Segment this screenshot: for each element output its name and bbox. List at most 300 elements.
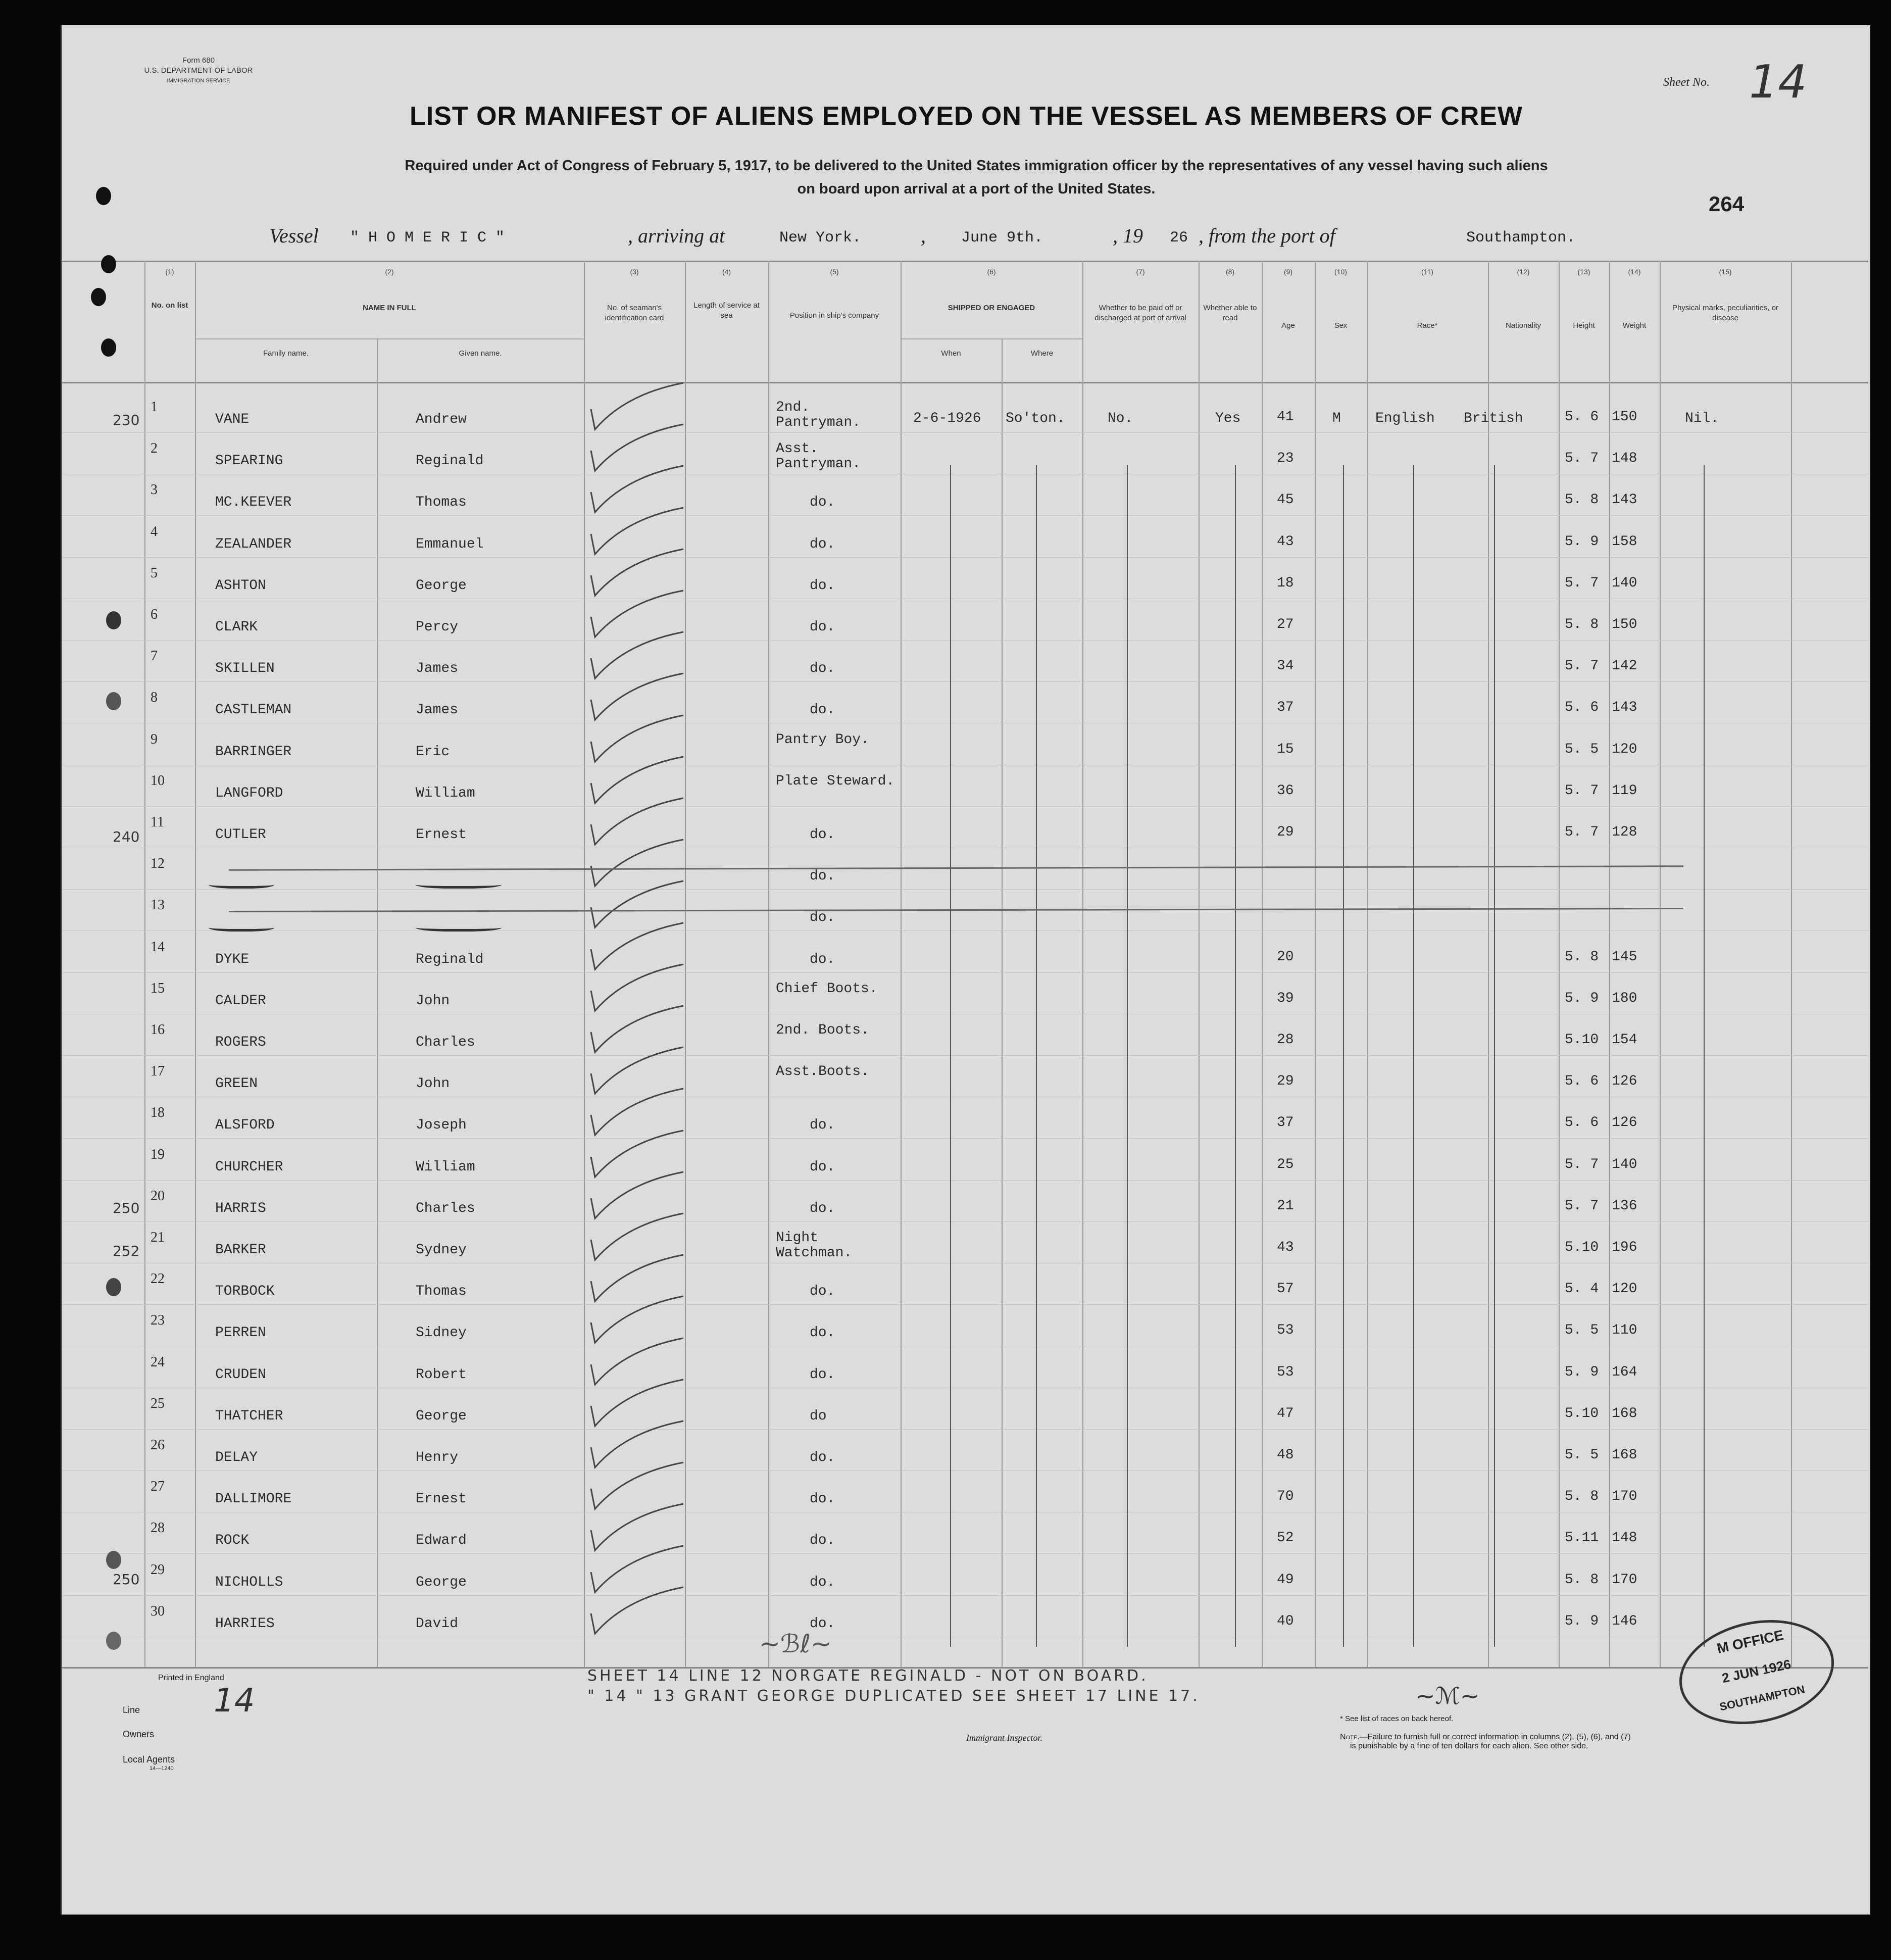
height: 5. 8 (1565, 492, 1599, 508)
col-header-length: Length of service at sea (693, 301, 760, 320)
ditto-line-paid (1127, 465, 1128, 1647)
from-label: , from the port of (1199, 224, 1335, 247)
position: Chief Boots. (776, 981, 878, 997)
col-num-4: (4) (722, 268, 731, 276)
strike-row-13 (229, 908, 1683, 912)
arrival-port: New York. (779, 229, 862, 247)
given-name: Robert (416, 1367, 467, 1383)
age: 34 (1277, 658, 1294, 674)
row-number: 15 (151, 981, 165, 996)
row-number: 5 (151, 565, 158, 581)
row-rule (62, 1553, 1868, 1554)
age: 52 (1277, 1530, 1294, 1546)
row-rule (62, 972, 1868, 973)
given-name: Henry (416, 1450, 459, 1465)
given-name: George (416, 1575, 467, 1590)
ditto-line-race (1413, 465, 1414, 1647)
ditto-line-physical (1704, 465, 1705, 1647)
age: 45 (1277, 492, 1294, 508)
height: 5. 7 (1565, 575, 1599, 591)
stamp-date: 2 JUN 1926 (1720, 1656, 1793, 1686)
row1-where: So'ton. (1006, 411, 1065, 426)
row-rule (62, 640, 1868, 641)
col-header-shipped: SHIPPED OR ENGAGED (948, 304, 1035, 312)
row-number: 19 (151, 1147, 165, 1162)
height: 5.10 (1565, 1240, 1599, 1255)
vessel-label: Vessel (269, 224, 319, 247)
family-name: VANE (215, 412, 250, 427)
weight: 128 (1612, 824, 1637, 840)
age: 29 (1277, 1073, 1294, 1089)
line-label: Line (123, 1705, 140, 1715)
height: 5. 8 (1565, 949, 1599, 965)
col-num-13: (13) (1577, 268, 1590, 276)
age: 29 (1277, 824, 1294, 840)
given-name: William (416, 1159, 475, 1175)
row1-able-read: Yes (1215, 411, 1241, 426)
col-num-12: (12) (1517, 268, 1530, 276)
height: 5. 6 (1565, 409, 1599, 425)
service-name: IMMIGRATION SERVICE (167, 78, 230, 84)
col-header-given: Given name. (459, 349, 502, 358)
weight: 148 (1612, 1530, 1637, 1546)
given-name: David (416, 1616, 459, 1632)
given-name: Ernest (416, 1491, 467, 1507)
strike-row-12 (229, 865, 1683, 871)
family-name: BARRINGER (215, 744, 292, 760)
given-name: Thomas (416, 495, 467, 510)
col-header-idcard: No. of seaman's identification card (605, 304, 664, 322)
correction-note-1: SHEET 14 LINE 12 NORGATE REGINALD - NOT ON BOARD. (587, 1667, 1149, 1685)
given-name: Reginald (416, 453, 484, 469)
arriving-label: , arriving at (628, 224, 725, 247)
family-name: ALSFORD (215, 1117, 275, 1133)
position: Asst. Pantryman. (776, 441, 861, 472)
col-header-paid: Whether to be paid off or discharged at port of arrival (1094, 304, 1186, 322)
races-note: * See list of races on back hereof. (1340, 1714, 1454, 1723)
family-name: TORBOCK (215, 1284, 275, 1299)
weight: 136 (1612, 1198, 1637, 1214)
position: do. (810, 1367, 835, 1383)
row-number: 25 (151, 1396, 165, 1411)
height: 5. 9 (1565, 991, 1599, 1006)
family-name: DELAY (215, 1450, 258, 1465)
given-name: John (416, 993, 450, 1009)
row-number: 24 (151, 1354, 165, 1370)
height: 5. 7 (1565, 824, 1599, 840)
row-number: 10 (151, 773, 165, 789)
height: 5. 7 (1565, 1157, 1599, 1172)
punch-hole (106, 611, 121, 629)
given-name: James (416, 661, 459, 676)
height: 5. 5 (1565, 1322, 1599, 1338)
col-num-10: (10) (1334, 268, 1347, 276)
family-name: ROGERS (215, 1035, 266, 1050)
row-number: 8 (151, 690, 158, 705)
position: 2nd. Boots. (776, 1022, 869, 1038)
position: do. (810, 1533, 835, 1548)
age: 40 (1277, 1613, 1294, 1629)
year-prefix: , 19 (1113, 224, 1143, 247)
ditto-line-nationality (1494, 465, 1495, 1647)
weight: 150 (1612, 617, 1637, 632)
weight: 126 (1612, 1073, 1637, 1089)
manifest-sheet: Form 680 U.S. DEPARTMENT OF LABOR IMMIGRATION SERVICE Sheet No. 14 LIST OR MANIFEST OF ALIENS EMPLOYED ON THE VESSEL AS MEMBERS OF CREW Required under Act of Congress of February 5, 1917, to be delivered to the United States immigration officer by the representatives of any vessel having such aliens on board upon arrival at a port of the United States. 264 Vessel " H O M E R I C " , arriving at New York. , June 9th. , 19 26 , from the port of Southampton. (1) (2) (3) (4) (5) (6) (7) (8) (9) (10) (11) (12) (13) (14) (15) No. on list NAME IN FULL Family name. Given name. No. of seaman's identification card Length of service at sea Position in ship's company SHIPPED OR ENGAGED When Where Whether to be paid off or discharged at port of arrival Whether able to read Age Sex Race* Nationality Height Weight Physical marks, peculiarities, or disease 2-6-1926 So'ton. No. Yes M English British Nil. 230 240 250 252 250 1 VANE Andrew 2nd. Pantryman. 41 5. 6 150 2 SPEARING Reginald Asst. Pantryman. 23 5. 7 148 3 MC.KEEVER Thomas do. 45 5. 8 143 4 ZEALANDER Emmanuel do. 43 5. 9 158 5 ASHTON George do. 18 5. 7 140 6 CLARK Percy do. 27 5. 8 150 7 SKILLEN James do. 34 5. 7 142 8 CASTLEMAN James do. 37 5. 6 143 9 BARRINGER Eric Pantry Boy. 15 5. 5 120 10 LANGFORD William Plate Steward. 36 5. 7 119 11 CUTLER Ernest do. 29 5. 7 128 12 do. 13 do. 14 DYKE Reginald do. 20 5. 8 145 15 CALDER John Chief Boots. 39 5. 9 180 16 ROGERS Charles 2nd. Boots. 28 5.10 154 17 GREEN John Asst.Boots. 29 5. 6 126 18 ALSFORD Joseph do. 37 5. 6 126 19 CHURCHER William do. 25 5. 7 140 20 HARRIS Charles do. 21 5. 7 136 21 BARKER Sydney Night Watchman. 43 5.10 196 22 TORBOCK Thomas do. 57 5. 4 120 23 PERREN Sidney do. 53 5. 5 110 24 CRUDEN Robert do. 53 5. 9 164 25 THATCHER George do 47 5.10 168 26 DELAY Henry do. 48 5. 5 168 27 DALLIMORE Ernest do. 70 5. 8 170 28 ROCK Edward do. 52 5.11 148 29 NICHOLLS George do. 49 5. 8 170 30 HARRIES David do. 40 5. 9 146 Printed in England Line 14 Owners Local Agents 14—1240 SHEET 14 LINE 12 NORGATE REGINALD - NOT ON BOARD. " 14 " 13 GRANT GEORGE DUPLICATED SEE SHEET 17 LINE 17. ~ℳ~ ~ℬℓ~ Immigrant Inspector. * See list of races on back hereof. Note.—Failure to furnish full or correct information in columns (2), (5), (6), and (7) is punishable by a fine of ten dollars for each alien. See other side. M OFFICE 2 JUN 1926 SOUTHAMPTON (61, 25, 1870, 1915)
weight: 119 (1612, 783, 1637, 799)
given-name: Charles (416, 1035, 475, 1050)
col-header-no: No. on list (151, 301, 188, 310)
penalty-line-2: is punishable by a fine of ten dollars for each alien. See other side. (1350, 1742, 1588, 1750)
col-header-weight: Weight (1622, 321, 1647, 330)
height: 5. 7 (1565, 658, 1599, 674)
family-name: CLARK (215, 619, 258, 635)
col-num-6: (6) (987, 268, 996, 276)
row-rule (62, 1221, 1868, 1222)
row-number: 2 (151, 440, 158, 456)
col-num-9: (9) (1283, 268, 1293, 276)
weight: 196 (1612, 1240, 1637, 1255)
row-number: 17 (151, 1063, 165, 1079)
weight: 180 (1612, 991, 1637, 1006)
age: 39 (1277, 991, 1294, 1006)
age: 27 (1277, 617, 1294, 632)
weight: 143 (1612, 492, 1637, 508)
row-number: 13 (151, 897, 165, 913)
weight: 148 (1612, 451, 1637, 466)
height: 5. 7 (1565, 1198, 1599, 1214)
weight: 110 (1612, 1322, 1637, 1338)
family-name: ROCK (215, 1533, 250, 1548)
weight: 126 (1612, 1115, 1637, 1131)
department-name: U.S. DEPARTMENT OF LABOR (144, 66, 253, 75)
col-num-14: (14) (1628, 268, 1641, 276)
row-number: 14 (151, 939, 165, 955)
office-stamp (1670, 1606, 1844, 1738)
col-header-position: Position in ship's company (789, 311, 879, 320)
weight: 145 (1612, 949, 1637, 965)
given-name: Sydney (416, 1242, 467, 1258)
height: 5. 7 (1565, 451, 1599, 466)
given-name: Thomas (416, 1284, 467, 1299)
row1-race: English (1375, 411, 1435, 426)
given-name: Joseph (416, 1117, 467, 1133)
age: 70 (1277, 1489, 1294, 1504)
margin-mark-252: 252 (113, 1243, 140, 1259)
age: 41 (1277, 409, 1294, 425)
age: 37 (1277, 1115, 1294, 1131)
ditto-line-sex (1343, 465, 1344, 1647)
row-number: 28 (151, 1520, 165, 1536)
margin-mark-250: 250 (113, 1200, 140, 1216)
row-rule (62, 1595, 1868, 1596)
height: 5. 8 (1565, 617, 1599, 632)
row-number: 12 (151, 856, 165, 871)
family-name: CHURCHER (215, 1159, 283, 1175)
position: do. (810, 702, 835, 718)
page-title: LIST OR MANIFEST OF ALIENS EMPLOYED ON THE VESSEL AS MEMBERS OF CREW (410, 102, 1523, 131)
row-number: 6 (151, 607, 158, 622)
family-name: CASTLEMAN (215, 702, 292, 718)
family-name: DALLIMORE (215, 1491, 292, 1507)
position: do. (810, 1575, 835, 1590)
height: 5. 5 (1565, 1447, 1599, 1463)
given-name: George (416, 578, 467, 594)
col-header-when: When (941, 349, 961, 358)
row-number: 22 (151, 1271, 165, 1287)
penalty-note (1340, 1733, 1795, 1751)
age: 18 (1277, 575, 1294, 591)
family-name: BARKER (215, 1242, 266, 1258)
printed-in: Printed in England (158, 1674, 224, 1682)
position: do. (810, 952, 835, 967)
row1-sex: M (1332, 411, 1341, 426)
row-number: 30 (151, 1603, 165, 1619)
family-name: LANGFORD (215, 786, 283, 801)
col-num-3: (3) (630, 268, 639, 276)
year-suffix: 26 (1170, 229, 1188, 247)
subtitle-line2: on board upon arrival at a port of the United States. (797, 181, 1156, 197)
vessel-name: " H O M E R I C " (350, 229, 505, 247)
check-stroke (591, 1587, 683, 1634)
position: Pantry Boy. (776, 732, 869, 748)
row-rule (62, 432, 1868, 433)
col-header-sex: Sex (1334, 321, 1348, 330)
scribble-family-12 (209, 879, 274, 889)
age: 28 (1277, 1032, 1294, 1048)
age: 20 (1277, 949, 1294, 965)
weight: 140 (1612, 575, 1637, 591)
family-name: THATCHER (215, 1408, 283, 1424)
weight: 154 (1612, 1032, 1637, 1048)
row-number: 18 (151, 1105, 165, 1120)
col-header-family: Family name. (263, 349, 309, 358)
col-num-8: (8) (1225, 268, 1235, 276)
height: 5. 6 (1565, 1115, 1599, 1131)
position: Plate Steward. (776, 773, 895, 789)
stamp-bottom-text: SOUTHAMPTON (1718, 1683, 1806, 1713)
punch-hole (96, 187, 111, 205)
form-header (133, 56, 264, 86)
family-name: SPEARING (215, 453, 283, 469)
position: do. (810, 578, 835, 594)
weight: 168 (1612, 1406, 1637, 1422)
punch-hole (106, 1278, 121, 1296)
row-number: 20 (151, 1188, 165, 1204)
penalty-line-1: —Failure to furnish full or correct information in columns (2), (5), (6), and (7) (1359, 1733, 1631, 1741)
height: 5. 9 (1565, 1613, 1599, 1629)
position: 2nd. Pantryman. (776, 400, 861, 430)
row1-paid-off: No. (1108, 411, 1133, 426)
row-rule (62, 1304, 1868, 1305)
weight: 168 (1612, 1447, 1637, 1463)
height: 5. 6 (1565, 700, 1599, 715)
stamp-top-text: M OFFICE (1715, 1627, 1785, 1656)
check-mark-icon (585, 1583, 686, 1639)
height: 5.10 (1565, 1032, 1599, 1048)
height: 5. 9 (1565, 534, 1599, 550)
position: do. (810, 1450, 835, 1465)
height: 5. 6 (1565, 1073, 1599, 1089)
family-name: HARRIS (215, 1201, 266, 1216)
weight: 158 (1612, 534, 1637, 550)
col-header-nationality: Nationality (1505, 321, 1541, 330)
sheet-label: Sheet No. (1663, 76, 1710, 89)
row-number: 26 (151, 1437, 165, 1453)
position: Night Watchman. (776, 1230, 853, 1261)
col-num-1: (1) (165, 268, 174, 276)
position: do. (810, 1117, 835, 1133)
position: do. (810, 1616, 835, 1632)
height: 5.10 (1565, 1406, 1599, 1422)
scribble-given-13 (416, 922, 502, 932)
given-name: William (416, 786, 475, 801)
age: 49 (1277, 1572, 1294, 1588)
age: 47 (1277, 1406, 1294, 1422)
row-number: 4 (151, 524, 158, 540)
col-num-15: (15) (1719, 268, 1732, 276)
weight: 120 (1612, 1281, 1637, 1297)
given-name: Sidney (416, 1325, 467, 1341)
row-number: 27 (151, 1479, 165, 1494)
row-rule (62, 1429, 1868, 1430)
family-name: CALDER (215, 993, 266, 1009)
sheet-number: 14 (1749, 56, 1807, 109)
height: 5. 8 (1565, 1572, 1599, 1588)
position: do. (810, 1491, 835, 1507)
position: Asst.Boots. (776, 1064, 869, 1080)
family-name: ZEALANDER (215, 536, 292, 552)
position: do. (810, 868, 835, 884)
row-rule (62, 1138, 1868, 1139)
punch-hole (106, 1632, 121, 1650)
age: 43 (1277, 1240, 1294, 1255)
col-header-age: Age (1281, 321, 1295, 330)
inspector-label: Immigrant Inspector. (966, 1733, 1042, 1743)
punch-hole (106, 1551, 121, 1569)
position: do. (810, 495, 835, 510)
given-name: George (416, 1408, 467, 1424)
departure-port: Southampton. (1466, 229, 1576, 247)
header-bottom-rule (62, 382, 1868, 383)
weight: 140 (1612, 1157, 1637, 1172)
family-name: PERREN (215, 1325, 266, 1341)
row-rule (62, 1055, 1868, 1056)
row-number: 29 (151, 1562, 165, 1578)
height: 5. 4 (1565, 1281, 1599, 1297)
margin-mark-240: 240 (113, 828, 140, 845)
margin-mark-250b: 250 (113, 1571, 140, 1588)
owners-label: Owners (123, 1729, 155, 1739)
position: do. (810, 1325, 835, 1341)
given-name: Ernest (416, 827, 467, 843)
arrival-date: June 9th. (961, 229, 1043, 247)
local-agents-label: Local Agents (123, 1754, 175, 1765)
age: 53 (1277, 1322, 1294, 1338)
scribble-given-12 (416, 879, 502, 889)
scribble-family-13 (209, 922, 274, 932)
given-name: Percy (416, 619, 459, 635)
given-name: John (416, 1076, 450, 1092)
punch-hole (106, 692, 121, 710)
row1-when: 2-6-1926 (913, 411, 981, 426)
family-name: NICHOLLS (215, 1575, 283, 1590)
col-num-2: (2) (385, 268, 394, 276)
height: 5. 7 (1565, 783, 1599, 799)
note-label: Note. (1340, 1733, 1360, 1741)
table-top-rule (62, 261, 1868, 262)
row-rule (62, 515, 1868, 516)
col-header-name: NAME IN FULL (363, 304, 416, 312)
row-number: 7 (151, 648, 158, 664)
family-name: CRUDEN (215, 1367, 266, 1383)
row-rule (62, 1180, 1868, 1181)
row1-nationality: British (1464, 411, 1523, 426)
age: 48 (1277, 1447, 1294, 1463)
position: do. (810, 827, 835, 843)
given-name: Andrew (416, 412, 467, 427)
row-rule (62, 889, 1868, 890)
punch-hole (101, 255, 116, 273)
row-rule (62, 806, 1868, 807)
row-number: 21 (151, 1230, 165, 1245)
family-name: ASHTON (215, 578, 266, 594)
age: 57 (1277, 1281, 1294, 1297)
given-name: Emmanuel (416, 536, 484, 552)
position: do. (810, 1201, 835, 1216)
given-name: Edward (416, 1533, 467, 1548)
col-num-5: (5) (830, 268, 839, 276)
position: do. (810, 1284, 835, 1299)
row1-physical: Nil. (1685, 411, 1719, 426)
given-name: Charles (416, 1201, 475, 1216)
height: 5. 5 (1565, 742, 1599, 757)
age: 15 (1277, 742, 1294, 757)
correction-note-2: " 14 " 13 GRANT GEORGE DUPLICATED SEE SHEET 17 LINE 17. (587, 1687, 1200, 1705)
inspector-signature: ~ℳ~ (1416, 1682, 1480, 1709)
row-number: 11 (151, 814, 164, 830)
age: 36 (1277, 783, 1294, 799)
position: do. (810, 536, 835, 552)
position: do. (810, 910, 835, 925)
height: 5. 8 (1565, 1489, 1599, 1504)
ditto-line-where (1036, 465, 1037, 1647)
family-name: DYKE (215, 952, 250, 967)
agents-code: 14—1240 (150, 1766, 174, 1772)
row-number: 16 (151, 1022, 165, 1038)
col-header-race: Race* (1417, 321, 1438, 330)
given-name: Reginald (416, 952, 484, 967)
ditto-line-read (1235, 465, 1236, 1647)
weight: 150 (1612, 409, 1637, 425)
age: 37 (1277, 700, 1294, 715)
row-rule (62, 930, 1868, 931)
row-number: 3 (151, 482, 158, 498)
ditto-line-when (950, 465, 951, 1647)
col-header-height: Height (1573, 321, 1595, 330)
family-name: SKILLEN (215, 661, 275, 676)
age: 43 (1277, 534, 1294, 550)
subtitle-line1: Required under Act of Congress of February 5, 1917, to be delivered to the United States immigration officer by the representatives of any vessel having such aliens (405, 158, 1548, 174)
age: 23 (1277, 451, 1294, 466)
col-header-physical: Physical marks, peculiarities, or disease (1672, 304, 1779, 322)
weight: 170 (1612, 1489, 1637, 1504)
age: 25 (1277, 1157, 1294, 1172)
weight: 143 (1612, 700, 1637, 715)
punch-hole (101, 338, 116, 357)
line-value: 14 (214, 1682, 255, 1720)
height: 5. 9 (1565, 1364, 1599, 1380)
position: do (810, 1408, 827, 1424)
